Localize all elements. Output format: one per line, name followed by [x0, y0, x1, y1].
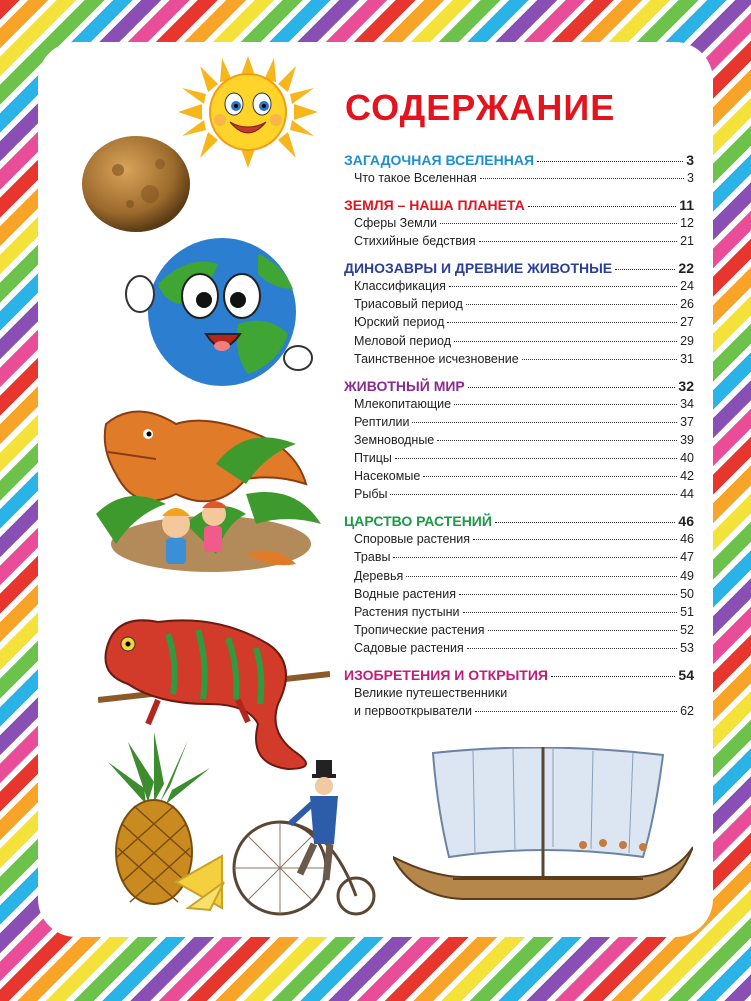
toc-section-title: ЗАГАДОЧНАЯ ВСЕЛЕННАЯ: [344, 152, 535, 168]
toc-page-number: 40: [680, 451, 694, 466]
toc-entry-label: Таинственное исчезновение: [354, 351, 519, 366]
toc-entry[interactable]: [344, 451, 694, 469]
toc-page-number: 46: [680, 532, 694, 547]
toc-page-number: 24: [680, 279, 694, 294]
leader-dots: [390, 494, 677, 495]
leader-dots: [615, 269, 675, 270]
toc-entry[interactable]: [344, 334, 694, 352]
leader-dots: [463, 612, 678, 613]
toc-entry-label: Деревья: [354, 568, 404, 583]
toc-entry[interactable]: [344, 279, 694, 297]
leader-dots: [423, 476, 677, 477]
bicycle-icon: [230, 754, 386, 916]
page-title: СОДЕРЖАНИЕ: [345, 87, 616, 128]
toc-entry[interactable]: [344, 487, 694, 505]
leader-dots: [406, 576, 677, 577]
toc-entry-label: Что такое Вселенная: [354, 171, 477, 185]
toc-entry-label: Юрский период: [354, 315, 445, 330]
toc-entry-label: Рептилии: [354, 414, 410, 429]
leader-dots: [447, 322, 677, 323]
toc-page-number: 54: [678, 666, 694, 683]
toc-entry[interactable]: [344, 704, 694, 722]
toc-entry[interactable]: [344, 641, 694, 659]
toc-page-number: 49: [680, 568, 694, 583]
toc-entry-label: Стихийные бедствия: [354, 234, 476, 249]
toc-entry-label: Садовые растения: [354, 640, 464, 655]
toc-page-number: 29: [680, 333, 694, 348]
toc-section-earth[interactable]: [344, 197, 694, 216]
toc-entry[interactable]: [344, 587, 694, 605]
toc-page-number: 52: [680, 622, 694, 637]
toc-entry-label: Водные растения: [354, 586, 456, 601]
toc-page-number: 26: [680, 297, 694, 312]
toc-entry-label: и первооткрыватели: [354, 704, 472, 719]
leader-dots: [437, 440, 677, 441]
leader-dots: [454, 341, 677, 342]
toc-entry-label: Земноводные: [354, 432, 435, 447]
leader-dots: [449, 286, 677, 287]
toc-page-number: 22: [678, 260, 694, 277]
toc-page-number: 27: [680, 315, 694, 330]
toc-page-number: 47: [680, 550, 694, 565]
toc-page-number: 3: [686, 152, 694, 168]
leader-dots: [473, 539, 677, 540]
toc-page-number: 46: [678, 513, 694, 530]
toc-page-number: 39: [680, 432, 694, 447]
toc-section-title: ИЗОБРЕТЕНИЯ И ОТКРЫТИЯ: [344, 666, 548, 683]
toc-page-number: 51: [680, 604, 694, 619]
toc-section-title: ЗЕМЛЯ – НАША ПЛАНЕТА: [344, 197, 525, 214]
toc-entry[interactable]: [344, 171, 694, 189]
leader-dots: [522, 359, 677, 360]
toc-page-number: 53: [680, 640, 694, 655]
toc-entry[interactable]: [344, 352, 694, 370]
toc-section-inventions[interactable]: [344, 667, 694, 686]
toc-entry[interactable]: [344, 234, 694, 252]
toc-entry[interactable]: [344, 532, 694, 550]
toc-entry[interactable]: [344, 605, 694, 623]
toc-page-number: 34: [680, 396, 694, 411]
toc-section-title: ЦАРСТВО РАСТЕНИЙ: [344, 513, 492, 530]
leader-dots: [454, 404, 677, 405]
toc-page-number: 50: [680, 586, 694, 601]
toc-section-universe[interactable]: [344, 152, 694, 171]
leader-dots: [459, 594, 677, 595]
table-of-contents: [344, 152, 694, 722]
leader-dots: [467, 648, 677, 649]
toc-section-plants[interactable]: [344, 513, 694, 532]
toc-entry-label: Меловой период: [354, 333, 452, 348]
toc-entry-label: Птицы: [354, 451, 392, 466]
leader-dots: [479, 241, 677, 242]
mars-icon: [80, 134, 192, 234]
toc-entry-label: Классификация: [354, 279, 446, 294]
toc-entry[interactable]: [344, 623, 694, 641]
dinosaur-icon: [96, 404, 326, 579]
toc-entry-label: Триасовый период: [354, 297, 463, 312]
toc-page-number: 3: [687, 171, 694, 185]
toc-entry[interactable]: [344, 216, 694, 234]
toc-section-animals[interactable]: [344, 378, 694, 397]
toc-page-number: 12: [680, 216, 694, 231]
ship-icon: [393, 747, 693, 907]
toc-entry-label: Тропические растения: [354, 622, 485, 637]
leader-dots: [412, 422, 677, 423]
toc-page-number: 37: [680, 414, 694, 429]
toc-section-title: ДИНОЗАВРЫ И ДРЕВНИЕ ЖИВОТНЫЕ: [344, 260, 613, 277]
toc-entry-label: Насекомые: [354, 469, 421, 484]
leader-dots: [551, 676, 675, 677]
leader-dots: [395, 458, 677, 459]
toc-entry-label: Споровые растения: [354, 532, 471, 547]
content-page: [38, 42, 713, 937]
toc-entry[interactable]: [344, 415, 694, 433]
toc-entry-label: Сферы Земли: [354, 216, 438, 231]
leader-dots: [440, 223, 677, 224]
leader-dots: [466, 304, 677, 305]
toc-entry[interactable]: [344, 315, 694, 333]
toc-entry-label: Млекопитающие: [354, 396, 452, 411]
toc-entry[interactable]: [344, 433, 694, 451]
sun-icon: [178, 56, 318, 168]
toc-entry-label: Травы: [354, 550, 391, 565]
toc-entry-label: Великие путешественники: [354, 685, 508, 700]
pineapple-icon: [98, 732, 228, 912]
leader-dots: [495, 522, 675, 523]
toc-page-number: 42: [680, 469, 694, 484]
earth-icon: [118, 234, 318, 394]
toc-entry[interactable]: [344, 550, 694, 568]
leader-dots: [393, 557, 677, 558]
toc-section-title: ЖИВОТНЫЙ МИР: [344, 377, 465, 394]
leader-dots: [468, 387, 676, 388]
toc-page-number: 11: [679, 197, 694, 214]
leader-dots: [488, 630, 678, 631]
toc-page-number: 21: [680, 234, 694, 249]
toc-entry-label: Рыбы: [354, 487, 388, 502]
toc-page-number: 32: [678, 377, 694, 394]
toc-entry[interactable]: [344, 469, 694, 487]
leader-dots: [475, 711, 677, 712]
toc-entry-label: Растения пустыни: [354, 604, 460, 619]
toc-entry[interactable]: [344, 569, 694, 587]
leader-dots: [537, 161, 683, 162]
toc-page-number: 31: [680, 351, 694, 366]
toc-entry[interactable]: [344, 297, 694, 315]
toc-entry[interactable]: [344, 686, 694, 704]
leader-dots: [528, 206, 676, 207]
leader-dots: [480, 178, 684, 179]
toc-section-dinosaurs[interactable]: [344, 260, 694, 279]
toc-entry[interactable]: [344, 397, 694, 415]
toc-page-number: 62: [680, 704, 694, 719]
toc-page-number: 44: [680, 487, 694, 502]
